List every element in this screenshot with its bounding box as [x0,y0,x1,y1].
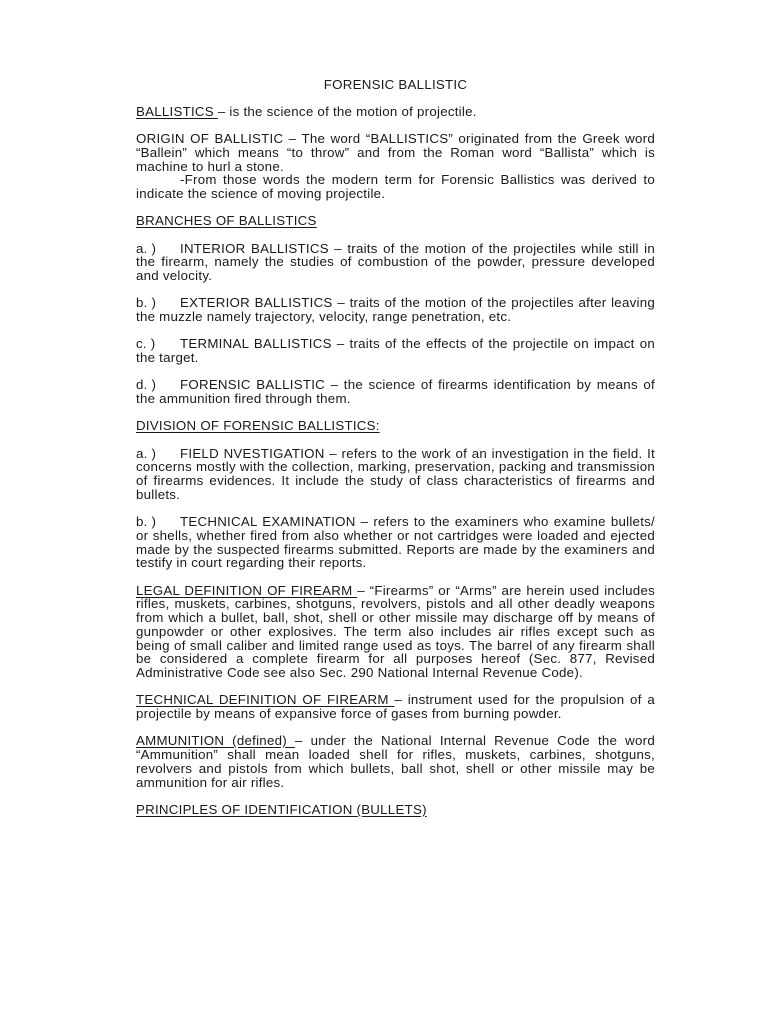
branch-label: b. ) [136,295,157,311]
ballistics-term: BALLISTICS [136,103,218,119]
ammunition-term: AMMUNITION (defined) [136,733,295,749]
branches-heading: BRANCHES OF BALLISTICS [136,213,317,229]
branch-label: a. ) [136,240,157,256]
branch-item [136,378,655,406]
branch-text: EXTERIOR BALLISTICS – traits of the motion of the projectiles after leaving the muzzle namely trajectory, velocity, range penetration, etc. [136,295,655,324]
origin-paragraph [136,132,655,201]
ballistics-definition [136,105,655,119]
legal-definition [136,584,655,680]
technical-definition [136,693,655,721]
technical-definition-term: TECHNICAL DEFINITION OF FIREARM [136,692,395,708]
origin-text: ORIGIN OF BALLISTIC – The word “BALLISTICS” originated from the Greek word “Ballein” which means “to throw” and from the Roman word “Ballista” which is machine to hurl a stone. [136,131,655,174]
division-label: b. ) [136,514,157,529]
branch-label: d. ) [136,377,157,393]
division-item [136,515,655,570]
branch-text: FORENSIC BALLISTIC – the science of firearms identification by means of the ammunition fired through them. [136,377,655,406]
branch-text: INTERIOR BALLISTICS – traits of the motion of the projectiles while still in the firearm, namely the studies of combustion of the powder, pressure developed and velocity. [136,240,655,283]
division-heading: DIVISION OF FORENSIC BALLISTICS: [136,418,380,434]
division-text: TECHNICAL EXAMINATION – refers to the examiners who examine bullets/ or shells, whether fired from also whether or not cartridges were loaded and ejected made by the suspected firearms submitted. Reports are made by the examiners and testify in court regarding their reports. [136,514,655,571]
branch-item [136,296,655,324]
branch-item [136,242,655,283]
legal-definition-text: – “Firearms” or “Arms” are herein used includes rifles, muskets, carbines, shotguns, revolvers, pistols and all other deadly weapons from which a bullet, ball, shot, shell or other missile may discharge off by means of gunpowder or other explosives. The term also includes air rifles except such as being of small caliber and limited range used as toys. The barrel of any firearm shall be considered a complete firearm for all purposes hereof (Sec. 877, Revised Administrative Code see also Sec. 290 National Internal Revenue Code). [136,582,655,680]
document-page [136,78,655,830]
division-text: FIELD NVESTIGATION – refers to the work of an investigation in the field. It concerns mostly with the collection, marking, preservation, packing and transmission of firearms evidences. It include the study of class characteristics of firearms and bullets. [136,445,655,502]
branch-item [136,337,655,365]
technical-definition-text: – instrument used for the propulsion of a projectile by means of expansive force of gases from burning powder. [136,692,656,721]
branch-text: TERMINAL BALLISTICS – traits of the effects of the projectile on impact on the target. [136,336,655,365]
ballistics-text: – is the science of the motion of projectile. [217,103,477,119]
division-label: a. ) [136,445,157,461]
branch-label: c. ) [136,336,156,352]
legal-definition-term: LEGAL DEFINITION OF FIREARM [136,582,358,598]
ammunition-definition [136,734,655,789]
principles-heading: PRINCIPLES OF IDENTIFICATION (BULLETS) [136,801,427,817]
origin-continuation: -From those words the modern term for Forensic Ballistics was derived to indicate the science of moving projectile. [136,172,655,201]
document-title: FORENSIC BALLISTIC [323,77,468,92]
ammunition-text: – under the National Internal Revenue Code the word “Ammunition” shall mean loaded shell for rifles, muskets, carbines, shotguns, revolvers and pistols from which bullets, ball shot, shell or other missile may be ammunition for air rifles. [136,733,655,790]
division-item [136,447,655,502]
